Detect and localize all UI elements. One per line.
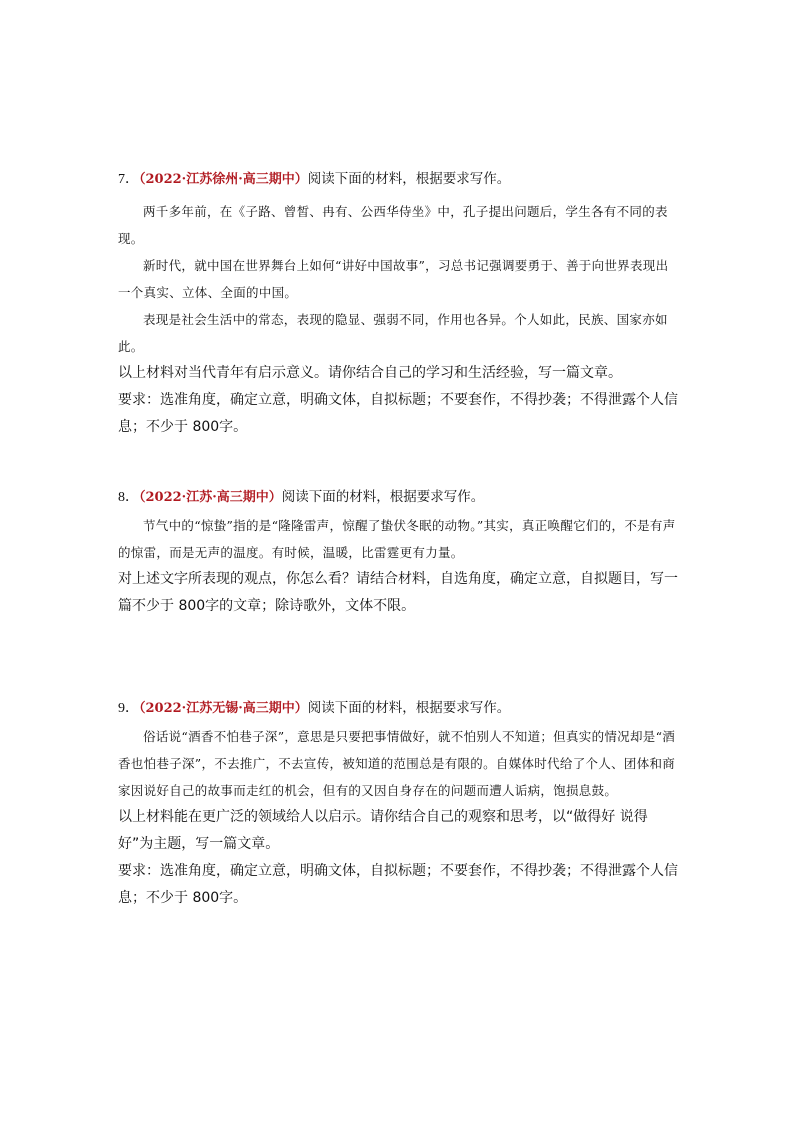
question-source: （2022·江苏徐州·高三期中）	[139, 172, 308, 187]
material-paragraph: 俗话说“酒香不怕巷子深”，意思是只要把事情做好，就不怕别人不知道；但真实的情况却是“酒香也怕巷子深”，不去推广，不去宣传，被知道的范围总是有限的。自媒体时代给了个人、团体和商家因说好自己的故事而走红的机会，但有的又因自身存在的问题而遭人诟病，饱损息鼓。	[118, 729, 676, 798]
question-7	[118, 168, 678, 441]
question-prompt: 阅读下面的材料，根据要求写作。	[307, 171, 511, 187]
question-number: 8．	[118, 490, 139, 505]
question-number: 9．	[118, 701, 139, 716]
writing-task: 以上材料能在更广泛的领域给人以启示。请你结合自己的观察和思考，以“做得好 说得好”为主题，写一篇文章。	[118, 809, 648, 852]
question-header	[118, 486, 678, 508]
question-prompt: 阅读下面的材料，根据要求写作。	[281, 489, 485, 505]
question-9	[118, 697, 678, 912]
writing-requirement: 要求：选准角度，确定立意，明确文体，自拟标题；不要套作，不得抄袭；不得泄露个人信息；不少于 800字。	[118, 392, 678, 435]
question-8	[118, 486, 678, 620]
question-prompt: 阅读下面的材料，根据要求写作。	[307, 700, 511, 716]
question-number: 7．	[118, 172, 139, 187]
material-paragraph: 新时代，就中国在世界舞台上如何“讲好中国故事”，习总书记强调要勇于、善于向世界表现出一个真实、立体、全面的中国。	[118, 258, 669, 300]
question-header	[118, 168, 678, 190]
material-paragraph: 节气中的“惊蛰”指的是“隆隆雷声，惊醒了蛰伏冬眠的动物。”其实，真正唤醒它们的，不是有声的惊雷，而是无声的温度。有时候，温暖，比雷霆更有力量。	[118, 518, 676, 560]
writing-task: 对上述文字所表现的观点，你怎么看？请结合材料，自选角度，确定立意，自拟题目，写一篇不少于 800字的文章；除诗歌外，文体不限。	[118, 571, 678, 614]
writing-requirement: 要求：选准角度，确定立意，明确文体，自拟标题；不要套作，不得抄袭；不得泄露个人信息；不少于 800字。	[118, 863, 678, 906]
material-paragraph: 表现是社会生活中的常态，表现的隐显、强弱不同，作用也各异。个人如此，民族、国家亦如此。	[118, 312, 668, 354]
question-source: （2022·江苏·高三期中）	[139, 490, 282, 505]
question-source: （2022·江苏无锡·高三期中）	[139, 701, 308, 716]
writing-task: 以上材料对当代青年有启示意义。请你结合自己的学习和生活经验，写一篇文章。	[118, 365, 622, 381]
question-header	[118, 697, 678, 719]
material-paragraph: 两千多年前，在《子路、曾皙、冉有、公西华侍坐》中，孔子提出问题后，学生各有不同的表现。	[118, 204, 668, 246]
